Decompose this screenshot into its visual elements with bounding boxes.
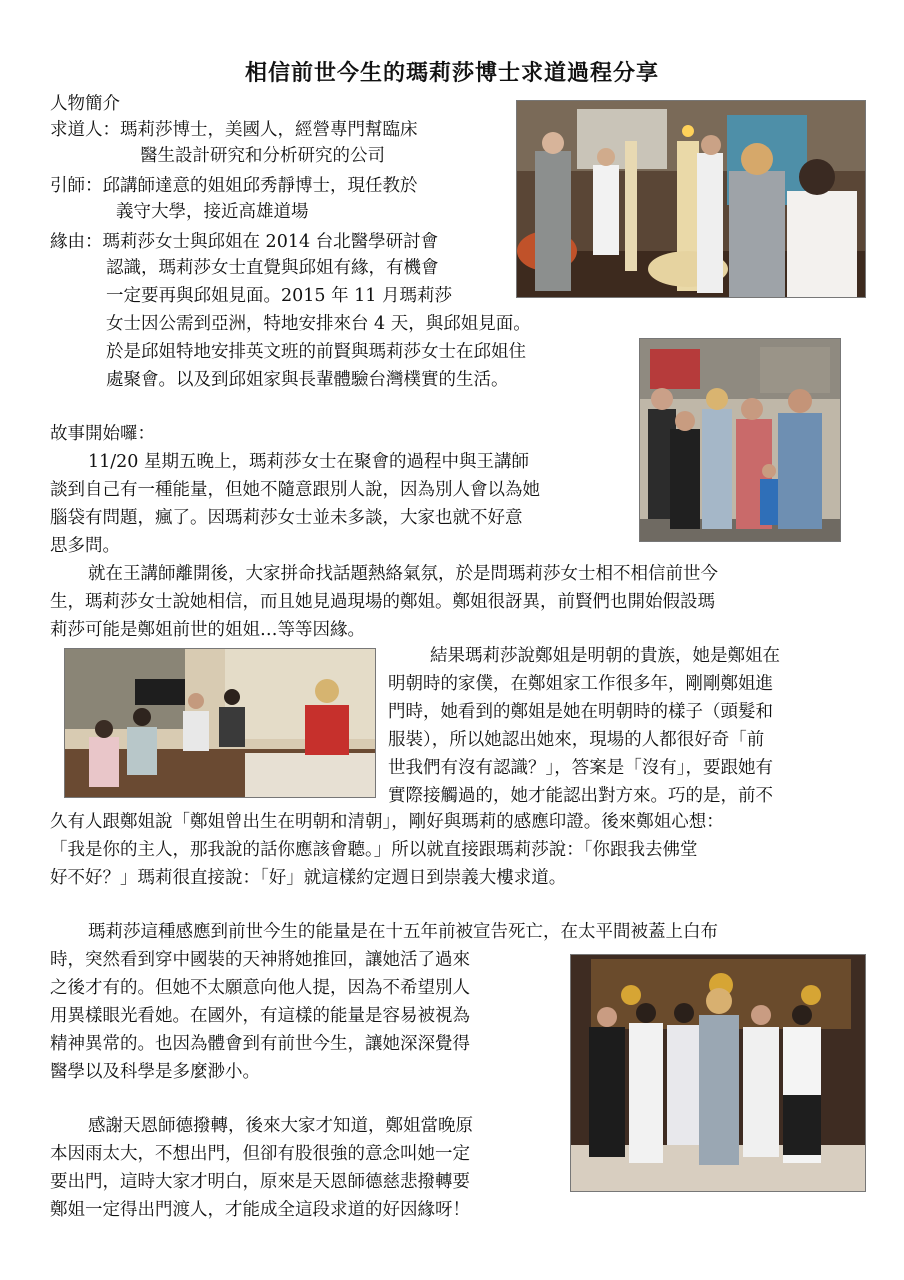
story-p5-line-3: 要出門，這時大家才明白，原來是天恩師德慈悲撥轉要 <box>50 1172 470 1192</box>
story-p2-line-1: 就在王講師離開後，大家拼命找話題熱絡氣氛，於是問瑪莉莎女士相不相信前世今 <box>88 564 718 584</box>
cause-line-3: 一定要再與邱姐見面。2015 年 11 月瑪莉莎 <box>106 286 452 306</box>
story-p4-line-6: 醫學以及科學是多麼渺小。 <box>50 1062 260 1082</box>
story-p3-line-5: 世我們有沒有認識？」，答案是「沒有」，要跟她有 <box>388 758 773 778</box>
story-p3-line-4: 服裝），所以她認出她來，現場的人都很好奇「前 <box>388 730 765 750</box>
story-p4-line-4: 用異樣眼光看她。在國外，有這樣的能量是容易被視為 <box>50 1006 470 1026</box>
seeker-line-2: 醫生設計研究和分析研究的公司 <box>140 146 385 166</box>
seeker-line-1: 求道人：瑪莉莎博士，美國人，經營專門幫臨床 <box>50 120 418 140</box>
story-p3-line-8: 「我是你的主人，那我說的話你應該會聽。」所以就直接跟瑪莉莎說：「你跟我去佛堂 <box>50 840 698 860</box>
guide-line-1: 引師：邱講師達意的姐姐邱秀靜博士，現任教於 <box>50 176 418 196</box>
cause-line-6: 處聚會。以及到邱姐家與長輩體驗台灣樸實的生活。 <box>106 370 509 390</box>
photo-family-group <box>639 338 841 542</box>
cause-line-1: 緣由：瑪莉莎女士與邱姐在 2014 台北醫學研討會 <box>50 232 439 252</box>
cause-line-5: 於是邱姐特地安排英文班的前賢與瑪莉莎女士在邱姐住 <box>106 342 526 362</box>
story-p4-line-2: 時，突然看到穿中國裝的天神將她推回，讓她活了過來 <box>50 950 470 970</box>
cause-line-2: 認識，瑪莉莎女士直覺與邱姐有緣，有機會 <box>106 258 439 278</box>
story-p3-line-1: 結果瑪莉莎說鄭姐是明朝的貴族，她是鄭姐在 <box>430 646 780 666</box>
story-p1-line-1: 11/20 星期五晚上，瑪莉莎女士在聚會的過程中與王講師 <box>88 452 529 472</box>
story-p5-line-2: 本因雨太大，不想出門，但卻有股很強的意念叫她一定 <box>50 1144 470 1164</box>
guide-line-2: 義守大學，接近高雄道場 <box>116 202 309 222</box>
photo-ceremony-group <box>570 954 866 1192</box>
page-title: 相信前世今生的瑪莉莎博士求道過程分享 <box>244 60 659 86</box>
story-heading: 故事開始囉： <box>50 424 155 444</box>
photo-living-room-gathering <box>64 648 376 798</box>
story-p1-line-4: 思多問。 <box>50 536 120 556</box>
story-p4-line-3: 之後才有的。但她不太願意向他人提，因為不希望別人 <box>50 978 470 998</box>
story-p2-line-3: 莉莎可能是鄭姐前世的姐姐…等等因緣。 <box>50 620 365 640</box>
story-p2-line-2: 生，瑪莉莎女士說她相信，而且她見過現場的鄭姐。鄭姐很訝異，前賢們也開始假設瑪 <box>50 592 715 612</box>
story-p3-line-3: 門時，她看到的鄭姐是她在明朝時的樣子（頭髮和 <box>388 702 773 722</box>
story-p5-line-4: 鄭姐一定得出門渡人，才能成全這段求道的好因緣呀！ <box>50 1200 470 1220</box>
intro-heading: 人物簡介 <box>50 94 120 114</box>
story-p1-line-2: 談到自己有一種能量，但她不隨意跟別人說，因為別人會以為她 <box>50 480 540 500</box>
cause-line-4: 女士因公需到亞洲，特地安排來台 4 天，與邱姐見面。 <box>106 314 531 334</box>
story-p3-line-6: 實際接觸過的，她才能認出對方來。巧的是，前不 <box>388 786 773 806</box>
story-p4-line-5: 精神異常的。也因為體會到有前世今生，讓她深深覺得 <box>50 1034 470 1054</box>
story-p5-line-1: 感謝天恩師德撥轉，後來大家才知道，鄭姐當晚原 <box>88 1116 473 1136</box>
story-p4-line-1: 瑪莉莎這種感應到前世今生的能量是在十五年前被宣告死亡，在太平間被蓋上白布 <box>88 922 718 942</box>
story-p3-line-2: 明朝時的家僕，在鄭姐家工作很多年，剛剛鄭姐進 <box>388 674 773 694</box>
photo-altar-candles <box>516 100 866 298</box>
story-p3-line-7: 久有人跟鄭姐說「鄭姐曾出生在明朝和清朝」，剛好與瑪莉的感應印證。後來鄭姐心想： <box>50 812 724 832</box>
story-p3-line-9: 好不好？」瑪莉很直接說：「好」就這樣約定週日到崇義大樓求道。 <box>50 868 567 888</box>
story-p1-line-3: 腦袋有問題，瘋了。因瑪莉莎女士並未多談，大家也就不好意 <box>50 508 523 528</box>
